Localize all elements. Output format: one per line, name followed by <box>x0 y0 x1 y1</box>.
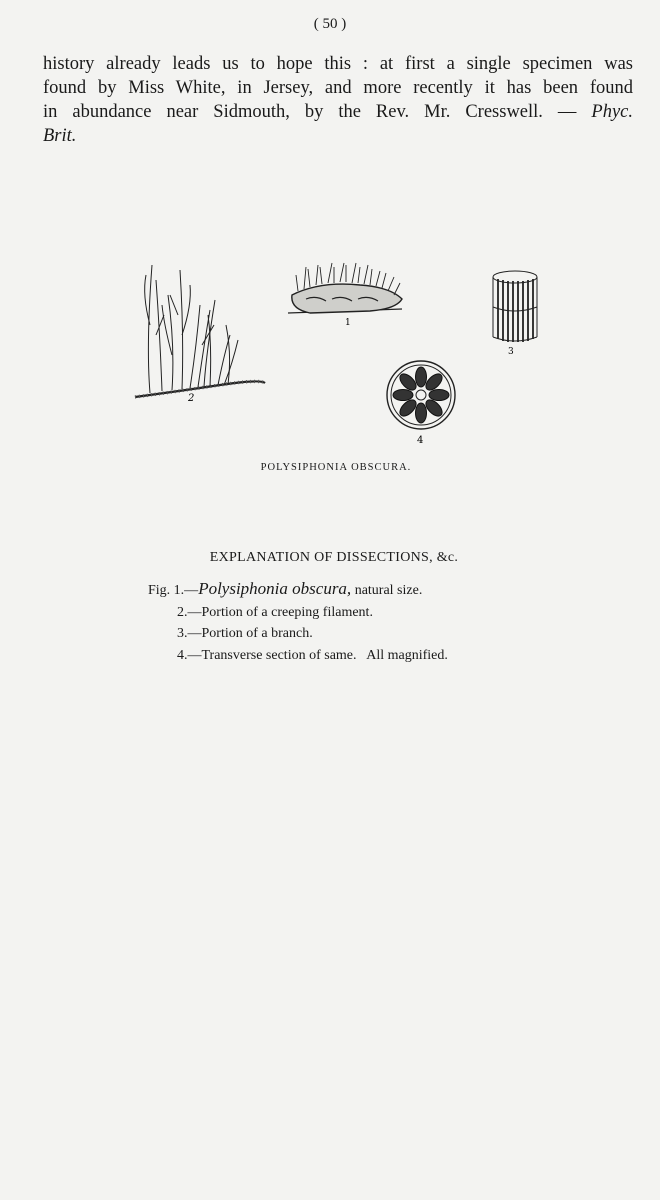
item-2-prefix: 2.— <box>177 604 202 620</box>
figure-caption: POLYSIPHONIA OBSCURA. <box>260 462 412 473</box>
fig-4-transverse-section <box>387 361 455 429</box>
page-number: ( 50 ) <box>313 16 347 32</box>
citation-start: Phyc. <box>591 102 634 122</box>
item-3-prefix: 3.— <box>177 626 202 641</box>
fig-2-label: 2 <box>188 393 195 404</box>
fig-2-creeping-filament <box>135 265 265 397</box>
item-1-species: Polysiphonia obscura, <box>198 579 352 598</box>
paragraph-line-3-text: in abundance near Sidmouth, by the Rev. Mr. Cresswell. — <box>43 102 577 122</box>
paragraph-line-3 <box>43 100 633 124</box>
fig-4-label: 4 <box>417 435 424 446</box>
item-4-text: Transverse section of same. All magnified. <box>201 647 448 663</box>
paragraph-line-2: found by Miss White, in Jersey, and more recently it has been found <box>43 78 633 98</box>
item-1-prefix: Fig. 1.— <box>148 583 199 598</box>
explanation-heading: EXPLANATION OF DISSECTIONS, &c. <box>209 550 459 565</box>
paragraph-line-1: history already leads us to hope this : at first a single specimen was <box>43 54 633 74</box>
explanation-item-2 <box>148 602 548 624</box>
fig-3-branch-portion <box>493 271 537 342</box>
paragraph-line-4 <box>43 124 633 148</box>
item-2-text: Portion of a creeping filament. <box>201 604 373 620</box>
fig-1-natural-size <box>288 263 402 313</box>
botanical-illustration <box>120 255 560 455</box>
body-paragraph <box>43 52 633 148</box>
explanation-item-4 <box>148 645 548 667</box>
explanation-item-1 <box>148 578 548 602</box>
item-3-text: Portion of a branch. <box>201 626 313 641</box>
explanation-item-3 <box>148 623 548 645</box>
citation-end: Brit. <box>43 126 77 146</box>
item-1-text: natural size. <box>351 583 423 598</box>
item-4-prefix: 4.— <box>177 647 202 663</box>
fig-1-label: 1 <box>345 318 351 328</box>
illustration-svg <box>120 255 560 455</box>
explanation-list <box>148 578 548 666</box>
fig-3-label: 3 <box>508 347 514 357</box>
